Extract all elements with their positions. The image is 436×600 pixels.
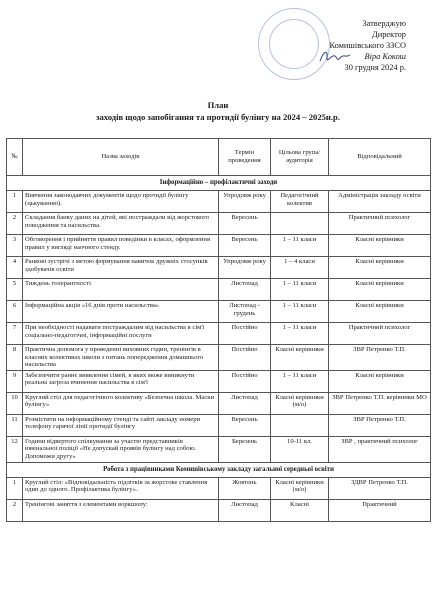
row-number: 11 <box>7 414 23 436</box>
term-cell: Жовтень <box>219 477 271 499</box>
audience-cell: Педагогічний колектив <box>271 191 329 213</box>
measure-name: Години відвертого спілкування за участю представників ювенальної поліції «Не допускай проявів булінгу над собою. Допоможи другу» <box>23 436 219 462</box>
term-cell: Упродовж року <box>219 191 271 213</box>
term-cell: Листопад <box>219 279 271 301</box>
audience-cell: 1 – 11 класи <box>271 279 329 301</box>
table-row <box>7 345 431 371</box>
audience-cell: Класні <box>271 499 329 521</box>
table-row <box>7 301 431 323</box>
approval-line: Віра Кокош <box>364 52 406 61</box>
column-header: Термін проведення <box>219 139 271 176</box>
measures-table <box>6 138 431 522</box>
section-title: Інформаційно – профілактичні заходи <box>7 176 431 191</box>
responsible-cell: Практичний психолог <box>329 213 431 235</box>
table-row <box>7 477 431 499</box>
responsible-cell: Практичний психолог <box>329 323 431 345</box>
row-number: 8 <box>7 345 23 371</box>
row-number: 2 <box>7 213 23 235</box>
table-row <box>7 257 431 279</box>
responsible-cell: Класні керівники <box>329 235 431 257</box>
measure-name: Круглий стіл: «Відповідальність підлітків за жорстоке ставлення один до одного. Профілактика булінгу». <box>23 477 219 499</box>
measure-name: Інформаційна акція «16 днів проти насильства» <box>23 301 219 323</box>
row-number: 12 <box>7 436 23 462</box>
row-number: 2 <box>7 499 23 521</box>
audience-cell: 1 – 11 класи <box>271 370 329 392</box>
row-number: 4 <box>7 257 23 279</box>
doc-title: План <box>207 100 229 110</box>
term-cell: Листопад <box>219 392 271 414</box>
audience-cell: 1 – 11 класи <box>271 323 329 345</box>
measure-name: Обговорення і прийняття правил поведінки в класах, оформлення правил у вигляді наочного стенду. <box>23 235 219 257</box>
responsible-cell: ЗВР Петренко Т.П. <box>329 345 431 371</box>
term-cell: Постійно <box>219 345 271 371</box>
measure-name: Забезпечити раннє виявлення сімей, в яких може виникнути реальна загроза вчинення насильства в сім'ї <box>23 370 219 392</box>
measure-name: Вивчення законодавчих документів щодо протидії булінгу (цькуванню). <box>23 191 219 213</box>
term-cell: Листопад <box>219 499 271 521</box>
measure-name: Практична допомога у проведенні виховних годин, тренінгів в класних колективах школи з питань попередження домашнього насильства <box>23 345 219 371</box>
audience-cell: Класні керівники <box>271 345 329 371</box>
responsible-cell: Класні керівники <box>329 279 431 301</box>
responsible-cell: ЗДВР Петренко Т.П. <box>329 477 431 499</box>
audience-cell: 10-11 кл. <box>271 436 329 462</box>
audience-cell: 1 – 4 класи <box>271 257 329 279</box>
row-number: 5 <box>7 279 23 301</box>
table-row <box>7 191 431 213</box>
table-row <box>7 436 431 462</box>
table-row <box>7 213 431 235</box>
audience-cell: Класні керівники (м/о) <box>271 392 329 414</box>
table-row <box>7 414 431 436</box>
column-header: Цільова група/ аудиторія <box>271 139 329 176</box>
table-header-row <box>7 139 431 176</box>
table-row <box>7 323 431 345</box>
approval-line: Комишівського ЗЗСО <box>329 41 406 50</box>
measure-name: Круглий стіл для педагогічного колективу «Безпечна школа. Маски булінгу» <box>23 392 219 414</box>
responsible-cell: Практичний <box>329 499 431 521</box>
column-header: Відповідальний <box>329 139 431 176</box>
section-row <box>7 176 431 191</box>
row-number: 6 <box>7 301 23 323</box>
table-row <box>7 370 431 392</box>
measure-name: Тиждень толерантності <box>23 279 219 301</box>
row-number: 9 <box>7 370 23 392</box>
row-number: 1 <box>7 191 23 213</box>
term-cell: Упродовж року <box>219 257 271 279</box>
audience-cell <box>271 414 329 436</box>
responsible-cell: ЗВР Петренко Т.П. <box>329 414 431 436</box>
row-number: 10 <box>7 392 23 414</box>
row-number: 1 <box>7 477 23 499</box>
term-cell: Постійно <box>219 370 271 392</box>
audience-cell: Класні керівники (м/о) <box>271 477 329 499</box>
term-cell: Вересень <box>219 414 271 436</box>
doc-subtitle: заходів щодо запобігання та протидії булінгу на 2024 – 2025н.р. <box>96 112 340 122</box>
approval-line: Директор <box>372 30 406 39</box>
audience-cell: 1 – 11 класи <box>271 235 329 257</box>
responsible-cell: Адміністрація закладу освіти <box>329 191 431 213</box>
table-row <box>7 279 431 301</box>
measure-name: Складання банку даних на дітей, які постраждали від жорстокого поводження та насильства. <box>23 213 219 235</box>
approval-block <box>329 18 406 73</box>
column-header: Назва заходів <box>23 139 219 176</box>
responsible-cell: Класні керівники <box>329 257 431 279</box>
responsible-cell: Класні керівники <box>329 370 431 392</box>
audience-cell: 1 – 11 класи <box>271 301 329 323</box>
table-row <box>7 235 431 257</box>
responsible-cell: ЗВР Петренко Т.П. керівники МО <box>329 392 431 414</box>
row-number: 7 <box>7 323 23 345</box>
measure-name: При необхідності надавати постраждалим від насильства в сім'ї соціально-педагогічні, інформаційні послуги <box>23 323 219 345</box>
section-title: Робота з працівниками Комишівському закладу загальної середньої освіти <box>7 462 431 477</box>
table-row <box>7 392 431 414</box>
school-stamp <box>258 8 330 80</box>
term-cell: Вересень <box>219 213 271 235</box>
approval-line: Затверджую <box>362 19 406 28</box>
measure-name: Тренінгові заняття з елементами воркшопу: <box>23 499 219 521</box>
responsible-cell: ЗВР , практичний психолог <box>329 436 431 462</box>
measure-name: Розмістити на інформаційному стенді та сайті закладу номери телефону гарячої лінії протидії булінгу <box>23 414 219 436</box>
term-cell: Постійно <box>219 323 271 345</box>
audience-cell <box>271 213 329 235</box>
row-number: 3 <box>7 235 23 257</box>
column-header: № <box>7 139 23 176</box>
table-row <box>7 499 431 521</box>
section-row <box>7 462 431 477</box>
approval-line: 30 грудня 2024 р. <box>344 63 406 72</box>
term-cell: Березень <box>219 436 271 462</box>
term-cell: Листопад - грудень <box>219 301 271 323</box>
measure-name: Ранкові зустрічі з метою формування навичок дружніх стосунків здобувачів освіти <box>23 257 219 279</box>
responsible-cell: Класні керівники <box>329 301 431 323</box>
term-cell: Вересень <box>219 235 271 257</box>
